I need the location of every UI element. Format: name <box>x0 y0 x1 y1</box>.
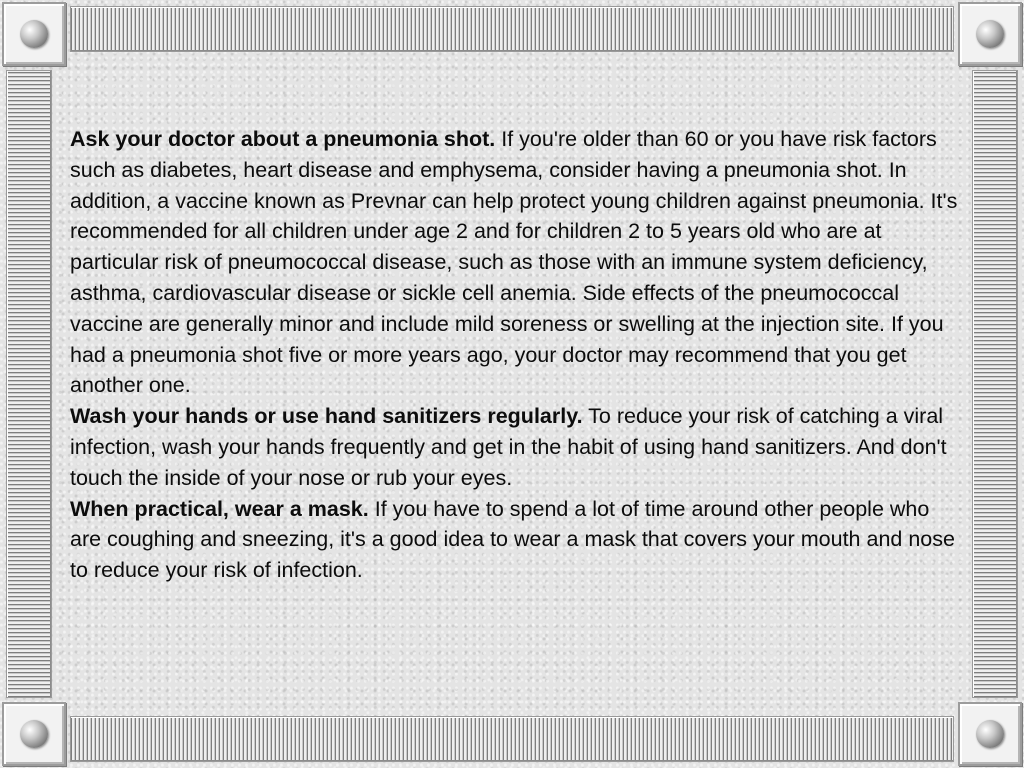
frame-right-rail <box>972 70 1018 698</box>
frame-corner-bottom-left <box>2 702 66 766</box>
paragraph-heading: Wash your hands or use hand sanitizers regularly. <box>70 404 583 429</box>
paragraph-body: If you're older than 60 or you have risk factors such as diabetes, heart disease and emphysema, consider having a pneumonia shot. In addition, a vaccine known as Prevnar can help protect young children against pneumonia. It's recommended for all children under age 2 and for children 2 to 5 years old who are at particular risk of pneumococcal disease, such as those with an immune system deficiency, asthma, cardiovascular disease or sickle cell anemia. Side effects of the pneumococcal vaccine are generally minor and include mild soreness or swelling at the injection site. If you had a pneumonia shot five or more years ago, your doctor may recommend that you get another one. <box>70 127 958 398</box>
paragraph-body: If you have to spend a lot of time around other people who are coughing and sneezing, it's a good idea to wear a mask that covers your mouth and nose to reduce your risk of infection. <box>70 496 955 583</box>
rivet-icon <box>976 720 1004 748</box>
paragraph-body: To reduce your risk of catching a viral infection, wash your hands frequently and get in the habit of using hand sanitizers. And don't touch the inside of your nose or rub your eyes. <box>70 404 947 490</box>
frame-top-rail <box>70 6 954 52</box>
rivet-icon <box>976 20 1004 48</box>
paragraph-heading: Ask your doctor about a pneumonia shot. <box>70 127 496 151</box>
frame-bottom-rail <box>70 716 954 762</box>
frame-corner-top-left <box>2 2 66 66</box>
rivet-icon <box>20 20 48 48</box>
paragraph-hand-washing <box>70 401 960 493</box>
paragraph-heading: When practical, wear a mask. <box>70 496 369 521</box>
frame-left-rail <box>6 70 52 698</box>
slide-body <box>70 124 960 586</box>
frame-corner-top-right <box>958 2 1022 66</box>
rivet-icon <box>20 720 48 748</box>
frame-corner-bottom-right <box>958 702 1022 766</box>
paragraph-mask <box>70 494 960 586</box>
paragraph-pneumonia-shot <box>70 124 960 401</box>
